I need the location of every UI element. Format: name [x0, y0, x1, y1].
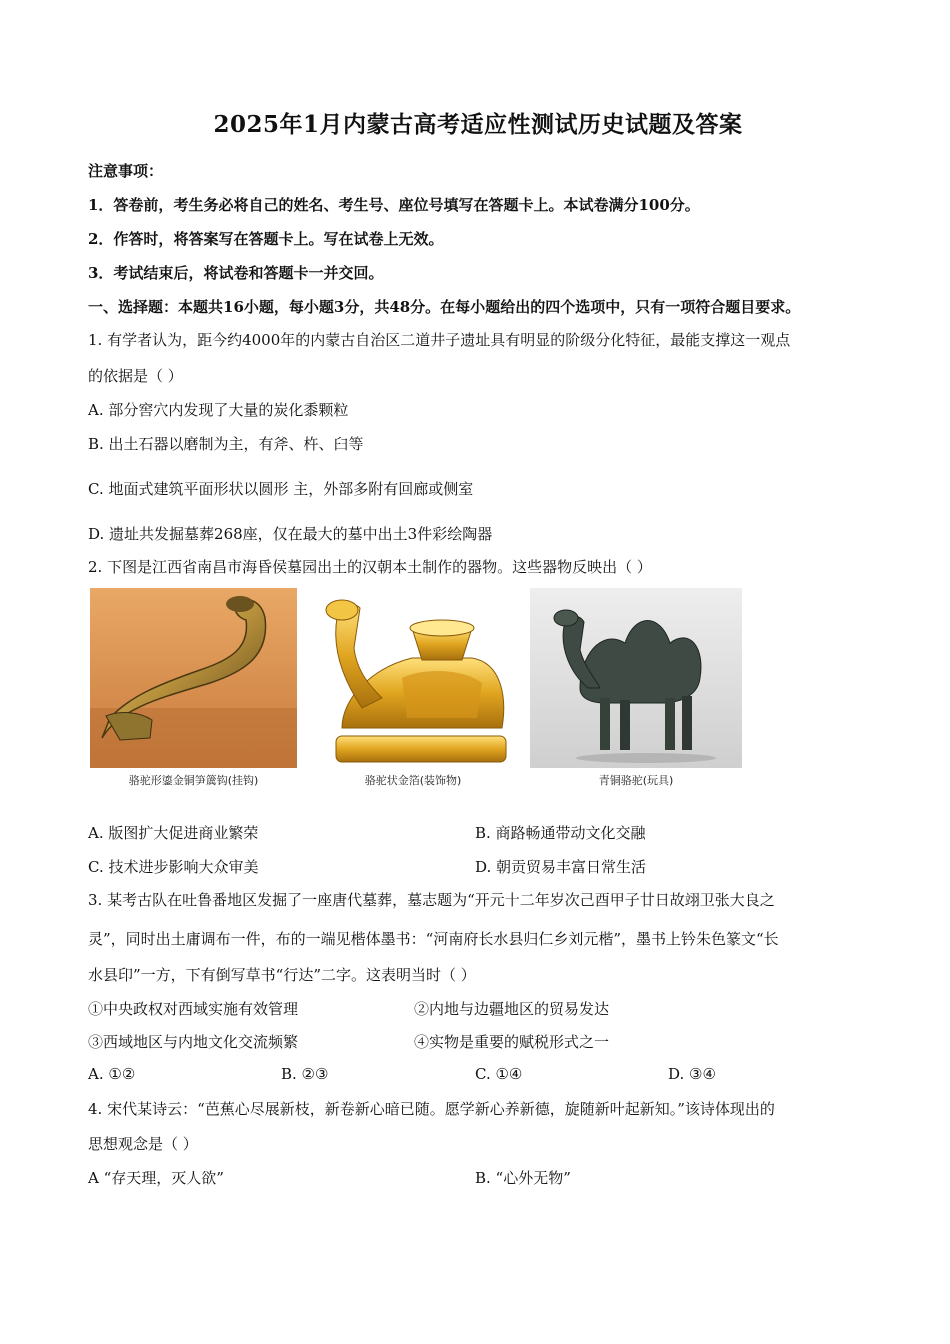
figure-gold-camel: [302, 588, 524, 788]
figure-bronze-camel: [530, 588, 742, 788]
q1-option-c: C. 地面式建筑平面形状以圆形 主，外部多附有回廊或侧室: [88, 480, 474, 498]
notice-item-3: 3．考试结束后，将试卷和答题卡一并交回。: [88, 264, 384, 282]
q1-stem-line-1: 1. 有学者认为，距今约4000年的内蒙古自治区二道井子遗址具有明显的阶级分化特征，最能支撑这一观点: [88, 331, 791, 349]
q3-option-d: D. ③④: [668, 1065, 716, 1083]
q3-stem-line-2: 灵”，同时出土庸调布一件，布的一端见楷体墨书：“河南府长水县归仁乡刘元楷”，墨书上钤朱色篆文“长: [88, 930, 779, 948]
q1-stem-line-2: 的依据是（ ）: [88, 367, 183, 385]
q4-option-a: A “存天理，灭人欲”: [88, 1169, 224, 1187]
q3-statement-3: ③西域地区与内地文化交流频繁: [88, 1033, 299, 1051]
q3-option-b: B. ②③: [281, 1065, 329, 1083]
bronze-camel-image: [530, 588, 742, 768]
q2-figure-row: [88, 588, 748, 794]
q2-option-d: D. 朝贡贸易丰富日常生活: [475, 858, 647, 876]
q2-option-b: B. 商路畅通带动文化交融: [475, 824, 646, 842]
q2-option-c: C. 技术进步影响大众审美: [88, 858, 259, 876]
q2-stem: 2. 下图是江西省南昌市海昏侯墓园出土的汉朝本土制作的器物。这些器物反映出（ ）: [88, 558, 652, 576]
q4-stem-line-2: 思想观念是（ ）: [88, 1135, 198, 1153]
q1-option-d: D. 遗址共发掘墓葬268座，仅在最大的墓中出土3件彩绘陶器: [88, 525, 493, 543]
camel-hook-image: [90, 588, 297, 768]
q3-option-a: A. ①②: [88, 1065, 136, 1083]
figure-camel-hook: [90, 588, 297, 788]
camel-hook-caption: 骆驼形鎏金铜笋簴钩(挂钩): [128, 774, 259, 787]
q4-stem-line-1: 4. 宋代某诗云：“芭蕉心尽展新枝，新卷新心暗已随。愿学新心养新德，旋随新叶起新知。”该诗体现出的: [88, 1100, 775, 1118]
q3-stem-line-1: 3. 某考古队在吐鲁番地区发掘了一座唐代墓葬，墓志题为“开元十二年岁次己酉甲子廿日故翊卫张大良之: [88, 891, 775, 909]
bronze-camel-caption: 青铜骆驼(玩具): [598, 774, 674, 787]
notice-item-2: 2．作答时，将答案写在答题卡上。写在试卷上无效。: [88, 230, 444, 248]
notice-heading: 注意事项：: [88, 162, 164, 180]
q4-option-b: B. “心外无物”: [475, 1169, 571, 1187]
q1-option-b: B. 出土石器以磨制为主，有斧、杵、臼等: [88, 435, 364, 453]
q3-stem-line-3: 水县印”一方，下有倒写草书“行达”二字。这表明当时（ ）: [88, 966, 476, 984]
notice-item-1: 1．答卷前，考生务必将自己的姓名、考生号、座位号填写在答题卡上。本试卷满分100分。: [88, 196, 700, 214]
section-heading: 一、选择题：本题共16小题，每小题3分，共48分。在每小题给出的四个选项中，只有一项符合题目要求。: [88, 298, 801, 316]
q3-option-c: C. ①④: [475, 1065, 523, 1083]
q3-statement-1: ①中央政权对西域实施有效管理: [88, 1000, 299, 1018]
q3-statement-4: ④实物是重要的赋税形式之一: [414, 1033, 610, 1051]
gold-camel-caption: 骆驼状金箔(装饰物): [364, 774, 462, 787]
q1-option-a: A. 部分窖穴内发现了大量的炭化黍颗粒: [88, 401, 349, 419]
page-title: 2025年1月内蒙古高考适应性测试历史试题及答案: [213, 111, 743, 138]
q3-statement-2: ②内地与边疆地区的贸易发达: [414, 1000, 610, 1018]
q2-option-a: A. 版图扩大促进商业繁荣: [88, 824, 259, 842]
gold-camel-image: [302, 588, 524, 768]
